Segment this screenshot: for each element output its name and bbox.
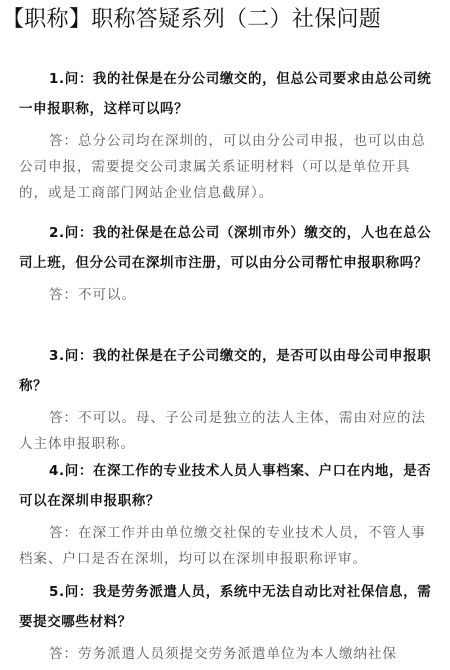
question-text: 1.问：我的社保是在分公司缴交的，但总公司要求由总公司统一申报职称，这样可以吗？ — [19, 71, 432, 117]
page-title: 【职称】职称答疑系列（二）社保问题 — [2, 7, 382, 32]
question-text: 3.问：我的社保是在子公司缴交的，是否可以由母公司申报职称？ — [19, 348, 432, 394]
question-text: 5.问：我是劳务派遣人员，系统中无法自动比对社保信息，需要提交哪些材料？ — [19, 584, 432, 630]
qa-item — [19, 341, 435, 457]
answer-text: 答：不可以。母、子公司是独立的法人主体，需由对应的法人主体申报职称。 — [19, 410, 426, 452]
qa-item — [19, 577, 435, 667]
question-text: 2.问：我的社保是在总公司（深圳市外）缴交的，人也在总公司上班，但分公司在深圳市注册，可以由分公司帮忙申报职称吗？ — [19, 225, 432, 271]
answer-text: 答：不可以。 — [49, 287, 136, 303]
answer-text: 答：总分公司均在深圳的，可以由分公司申报，也可以由总公司申报，需要提交公司隶属关系证明材料（可以是单位开具的，或是工商部门网站企业信息截屏）。 — [19, 133, 426, 201]
answer-text: 答：在深工作并由单位缴交社保的专业技术人员，不管人事档案、户口是否在深圳，均可以在深圳申报职称评审。 — [19, 525, 426, 567]
qa-item — [19, 64, 435, 206]
qa-item — [19, 218, 435, 308]
qa-item — [19, 456, 435, 572]
question-text: 4.问：在深工作的专业技术人员人事档案、户口在内地，是否可以在深圳申报职称？ — [19, 463, 432, 509]
answer-text: 答：劳务派遣人员须提交劳务派遣单位为本人缴纳社保 — [49, 646, 397, 662]
